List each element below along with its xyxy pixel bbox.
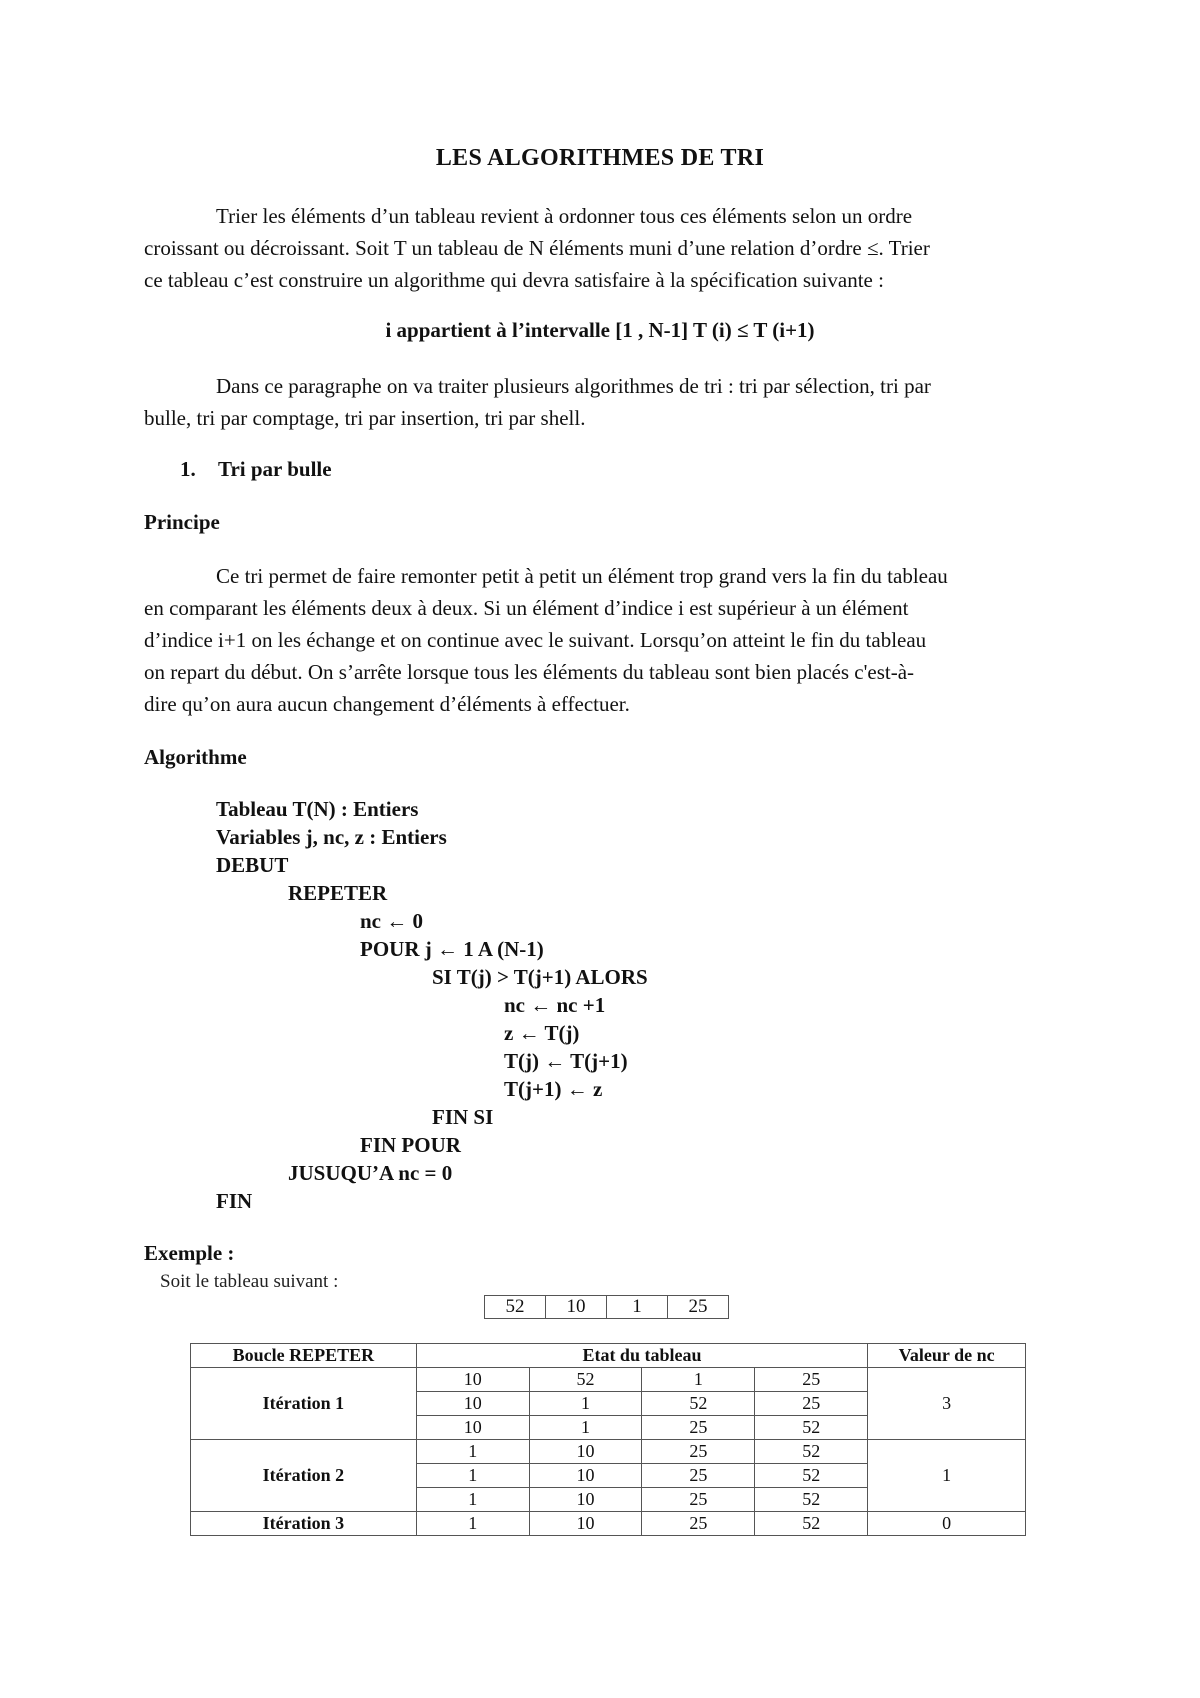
table-header: Boucle REPETER — [191, 1344, 417, 1368]
algo-line: nc ← 0 — [360, 909, 423, 933]
table-header: Valeur de nc — [868, 1344, 1026, 1368]
iteration-table — [190, 1343, 1026, 1536]
array-cell: 1 — [607, 1296, 668, 1319]
principe-line: on repart du début. On s’arrête lorsque tous les éléments du tableau sont bien placés c'est-à- — [144, 660, 915, 684]
principe-line: d’indice i+1 on les échange et on continue avec le suivant. Lorsqu’on atteint le fin du tableau — [144, 628, 927, 652]
algo-line: Tableau T(N) : Entiers — [216, 797, 419, 821]
table-cell: 25 — [642, 1440, 755, 1464]
algo-line: z ← T(j) — [504, 1021, 580, 1045]
table-cell: 10 — [529, 1488, 642, 1512]
array-cell: 52 — [485, 1296, 546, 1319]
table-cell: 52 — [642, 1392, 755, 1416]
table-cell: 25 — [755, 1392, 868, 1416]
algo-line: T(j) ← T(j+1) — [504, 1049, 628, 1073]
table-cell: 52 — [529, 1368, 642, 1392]
algo-line: POUR j ← 1 A (N-1) — [360, 937, 544, 961]
table-cell: 1 — [529, 1416, 642, 1440]
intro-line: croissant ou décroissant. Soit T un tableau de N éléments muni d’une relation d’ordre ≤. Trier — [144, 236, 930, 260]
algo-line: FIN — [216, 1189, 253, 1213]
para2-line: bulle, tri par comptage, tri par insertion, tri par shell. — [144, 406, 586, 430]
iteration-label: Itération 3 — [191, 1512, 417, 1536]
algo-line: FIN POUR — [360, 1133, 461, 1157]
table-cell: 10 — [416, 1416, 529, 1440]
principe-line: Ce tri permet de faire remonter petit à petit un élément trop grand vers la fin du tableau — [216, 564, 948, 588]
iteration-label: Itération 1 — [191, 1368, 417, 1440]
algorithm-heading: Algorithme — [144, 745, 247, 769]
table-header: Etat du tableau — [416, 1344, 867, 1368]
array-cell: 25 — [668, 1296, 729, 1319]
algo-line: FIN SI — [432, 1105, 494, 1129]
table-cell: 25 — [642, 1464, 755, 1488]
initial-array-table — [484, 1295, 729, 1319]
section-number: 1. — [180, 457, 196, 481]
exemple-heading: Exemple : — [144, 1241, 235, 1265]
array-cell: 10 — [546, 1296, 607, 1319]
algo-line: JUSUQU’A nc = 0 — [288, 1161, 453, 1185]
table-cell: 1 — [416, 1440, 529, 1464]
table-cell: 52 — [755, 1464, 868, 1488]
table-cell: 52 — [755, 1440, 868, 1464]
algo-line: T(j+1) ← z — [504, 1077, 603, 1101]
table-cell: 52 — [755, 1416, 868, 1440]
formula: i appartient à l’intervalle [1 , N-1] T (i) ≤ T (i+1) — [385, 318, 815, 342]
nc-value: 3 — [868, 1368, 1026, 1440]
intro-line: Trier les éléments d’un tableau revient à ordonner tous ces éléments selon un ordre — [216, 204, 913, 228]
table-row — [191, 1512, 1026, 1536]
table-cell: 1 — [416, 1488, 529, 1512]
principe-line: dire qu’on aura aucun changement d’éléments à effectuer. — [144, 692, 630, 716]
table-cell: 1 — [529, 1392, 642, 1416]
table-cell: 10 — [416, 1392, 529, 1416]
algo-line: Variables j, nc, z : Entiers — [216, 825, 447, 849]
table-cell: 52 — [755, 1512, 868, 1536]
algo-line: SI T(j) > T(j+1) ALORS — [432, 965, 648, 989]
table-row — [191, 1440, 1026, 1464]
table-cell: 25 — [642, 1512, 755, 1536]
table-cell: 52 — [755, 1488, 868, 1512]
principe-paragraph — [144, 560, 1064, 720]
table-cell: 10 — [416, 1368, 529, 1392]
table-cell: 25 — [755, 1368, 868, 1392]
table-cell: 10 — [529, 1464, 642, 1488]
table-cell: 1 — [416, 1464, 529, 1488]
intro-line: ce tableau c’est construire un algorithme qui devra satisfaire à la spécification suivante : — [144, 268, 884, 292]
page-title: LES ALGORITHMES DE TRI — [435, 145, 765, 171]
exemple-caption: Soit le tableau suivant : — [160, 1271, 339, 1292]
nc-value: 1 — [868, 1440, 1026, 1512]
paragraph-2 — [144, 370, 1064, 434]
table-cell: 1 — [416, 1512, 529, 1536]
algo-line: DEBUT — [216, 853, 289, 877]
table-cell: 1 — [642, 1368, 755, 1392]
principe-line: en comparant les éléments deux à deux. Si un élément d’indice i est supérieur à un élément — [144, 596, 909, 620]
intro-paragraph — [144, 200, 1064, 296]
iteration-label: Itération 2 — [191, 1440, 417, 1512]
algo-line: REPETER — [288, 881, 388, 905]
table-cell: 25 — [642, 1416, 755, 1440]
principe-heading: Principe — [144, 510, 220, 534]
nc-value: 0 — [868, 1512, 1026, 1536]
section-title: Tri par bulle — [218, 457, 332, 481]
table-cell: 25 — [642, 1488, 755, 1512]
table-cell: 10 — [529, 1440, 642, 1464]
para2-line: Dans ce paragraphe on va traiter plusieurs algorithmes de tri : tri par sélection, tri par — [216, 374, 931, 398]
table-cell: 10 — [529, 1512, 642, 1536]
algo-line: nc ← nc +1 — [504, 993, 606, 1017]
table-row — [191, 1368, 1026, 1392]
